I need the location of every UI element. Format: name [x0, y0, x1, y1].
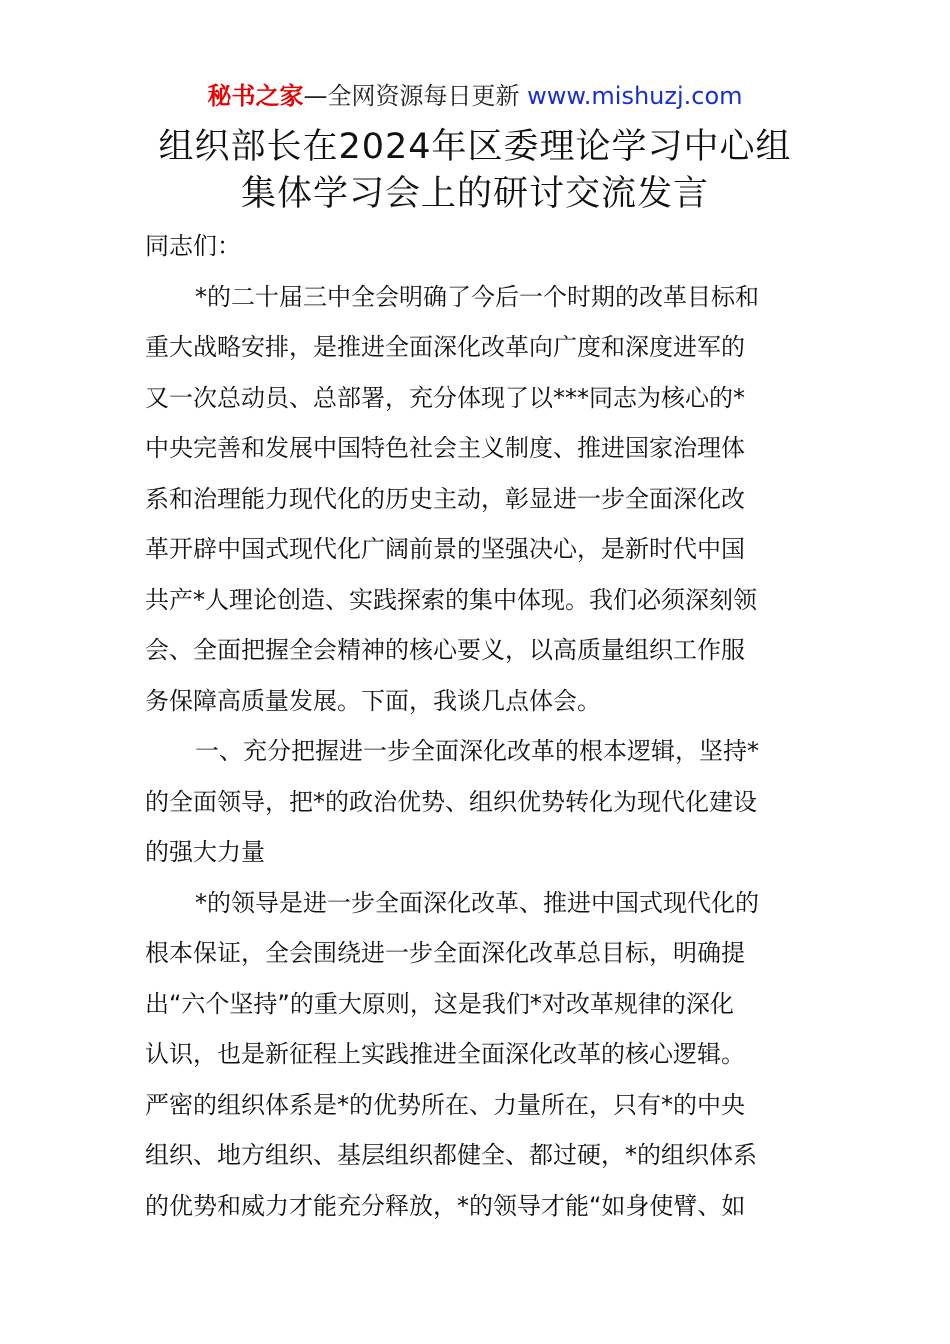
site-tagline: —全网资源每日更新 [303, 82, 528, 110]
title-line-2: 集体学习会上的研讨交流发言 [240, 174, 709, 214]
site-header [0, 80, 950, 112]
paragraph-1-line: *的二十届三中全会明确了今后一个时期的改革目标和 [195, 282, 759, 311]
site-url-link[interactable]: www.mishuzj.com [527, 82, 743, 110]
paragraph-1-line: 务保障高质量发展。下面，我谈几点体会。 [145, 686, 601, 715]
section-1-heading-line: 一、充分把握进一步全面深化改革的根本逻辑，坚持* [195, 737, 759, 765]
paragraph-1-line: 共产*人理论创造、实践探索的集中体现。我们必须深刻领 [145, 585, 757, 614]
paragraph-2-line: 严密的组织体系是*的优势所在、力量所在，只有*的中央 [145, 1090, 745, 1119]
section-1-heading-line: 的强大力量 [145, 838, 265, 866]
greeting: 同志们： [145, 232, 241, 260]
paragraph-2-line: 根本保证，全会围绕进一步全面深化改革总目标，明确提 [145, 939, 745, 967]
paragraph-1-line: 系和治理能力现代化的历史主动，彰显进一步全面深化改 [145, 484, 745, 513]
paragraph-1-line: 中央完善和发展中国特色社会主义制度、推进国家治理体 [145, 434, 745, 462]
section-1-heading-line: 的全面领导，把*的政治优势、组织优势转化为现代化建设 [145, 787, 757, 816]
paragraph-1-line: 革开辟中国式现代化广阔前景的坚强决心，是新时代中国 [145, 535, 745, 563]
site-brand: 秘书之家 [207, 82, 304, 110]
paragraph-2-line: 出“六个坚持”的重大原则，这是我们*对改革规律的深化 [145, 989, 734, 1018]
paragraph-2-line: 的优势和威力才能充分释放，*的领导才能“如身使臂、如 [145, 1191, 746, 1220]
paragraph-1-line: 又一次总动员、总部署，充分体现了以***同志为核心的* [145, 383, 745, 412]
title-line-1: 组织部长在2024年区委理论学习中心组 [158, 127, 792, 167]
document-body [145, 221, 805, 1231]
paragraph-2-line: 组织、地方组织、基层组织都健全、都过硬，*的组织体系 [145, 1141, 757, 1169]
paragraph-2-line: 认识，也是新征程上实践推进全面深化改革的核心逻辑。 [145, 1040, 745, 1068]
paragraph-2-line: *的领导是进一步全面深化改革、推进中国式现代化的 [195, 888, 759, 917]
paragraph-1-line: 重大战略安排，是推进全面深化改革向广度和深度进军的 [145, 333, 745, 361]
document-title [100, 124, 850, 218]
paragraph-1-line: 会、全面把握全会精神的核心要义，以高质量组织工作服 [145, 636, 745, 664]
